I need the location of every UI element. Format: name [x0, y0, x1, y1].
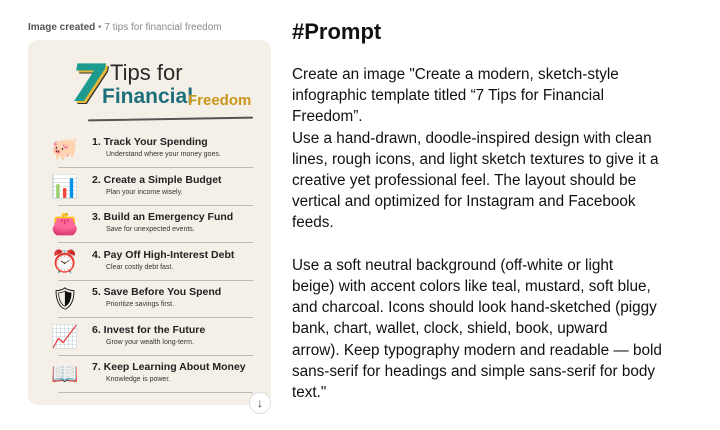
tip-subtitle: Save for unexpected events. — [106, 226, 195, 233]
prompt-line: sans-serif for headings and simple sans-serif for body — [292, 362, 656, 380]
tip-subtitle: Plan your income wisely. — [106, 188, 183, 196]
tip-item — [28, 132, 271, 172]
prompt-line: creative yet professional feel. The layout should be — [292, 172, 637, 190]
tip-title: 2. Create a Simple Budget — [92, 173, 222, 186]
prompt-line: Freedom”. — [292, 108, 363, 126]
infographic-tips-for: Tips for — [110, 60, 183, 85]
infographic-freedom: Freedom — [188, 92, 252, 109]
tip-item — [28, 170, 271, 210]
upward-arrow-icon: 📈 — [51, 323, 79, 349]
prompt-line: Use a soft neutral background (off-white or light — [292, 256, 614, 274]
divider — [58, 205, 253, 206]
download-button[interactable] — [249, 392, 271, 414]
image-caption — [28, 22, 222, 33]
generated-image[interactable] — [28, 40, 271, 405]
prompt-line: vertical and optimized for Instagram and Facebook — [292, 193, 636, 211]
piggy-bank-icon: 🐖 — [51, 136, 79, 161]
prompt-line: infographic template titled “7 Tips for Financial — [292, 87, 605, 105]
title-underline — [88, 117, 253, 122]
caption-separator: • — [95, 22, 105, 33]
prompt-line: arrow). Keep typography modern and readable — bold — [292, 341, 662, 359]
download-icon: ↓ — [257, 396, 263, 410]
tip-item — [28, 282, 271, 322]
tip-item — [28, 207, 271, 247]
infographic-number: 7 — [70, 54, 107, 114]
tip-item — [28, 357, 271, 397]
chart-icon: 📊 — [51, 173, 79, 199]
tip-title: 3. Build an Emergency Fund — [92, 211, 234, 223]
tip-title: 6. Invest for the Future — [92, 323, 206, 336]
clock-icon: ⏰ — [51, 248, 79, 274]
divider — [58, 392, 253, 393]
prompt-line: feeds. — [292, 214, 334, 232]
divider — [58, 355, 253, 356]
prompt-line: text." — [292, 384, 327, 402]
prompt-line: lines, rough icons, and light sketch textures to give it a — [292, 150, 659, 168]
tip-subtitle: Prioritize savings first. — [106, 301, 175, 308]
tip-title: 4. Pay Off High-Interest Debt — [92, 248, 235, 261]
caption-label: Image created — [28, 22, 96, 33]
book-icon: 📖 — [51, 361, 79, 386]
caption-title[interactable]: 7 tips for financial freedom — [104, 22, 222, 33]
wallet-icon: 👛 — [51, 211, 79, 236]
prompt-line: and charcoal. Icons should look hand-sketched (piggy — [292, 299, 657, 317]
prompt-title: #Prompt — [292, 19, 382, 44]
divider — [58, 280, 253, 281]
tip-title: 5. Save Before You Spend — [92, 286, 222, 298]
tip-subtitle: Clear costly debt fast. — [106, 263, 174, 271]
divider — [58, 167, 253, 168]
divider — [58, 242, 253, 243]
shield-icon: 🛡 — [51, 286, 79, 311]
prompt-line: Use a hand-drawn, doodle-inspired design with clean — [292, 129, 652, 147]
prompt-line: Create an image "Create a modern, sketch-style — [292, 66, 619, 83]
tip-subtitle: Knowledge is power. — [106, 376, 171, 383]
tip-title: 7. Keep Learning About Money — [92, 361, 246, 373]
tip-subtitle: Grow your wealth long-term. — [106, 338, 194, 346]
divider — [58, 317, 253, 318]
tip-title: 1. Track Your Spending — [92, 136, 208, 148]
tip-item — [28, 320, 271, 360]
tip-item — [28, 245, 271, 285]
prompt-line: beige) with accent colors like teal, mustard, soft blue, — [292, 278, 651, 296]
prompt-body — [292, 64, 717, 403]
infographic-financial: Financial — [102, 85, 194, 108]
tip-subtitle: Understand where your money goes. — [106, 151, 221, 158]
prompt-line: bank, chart, wallet, clock, shield, book, upward — [292, 320, 608, 338]
